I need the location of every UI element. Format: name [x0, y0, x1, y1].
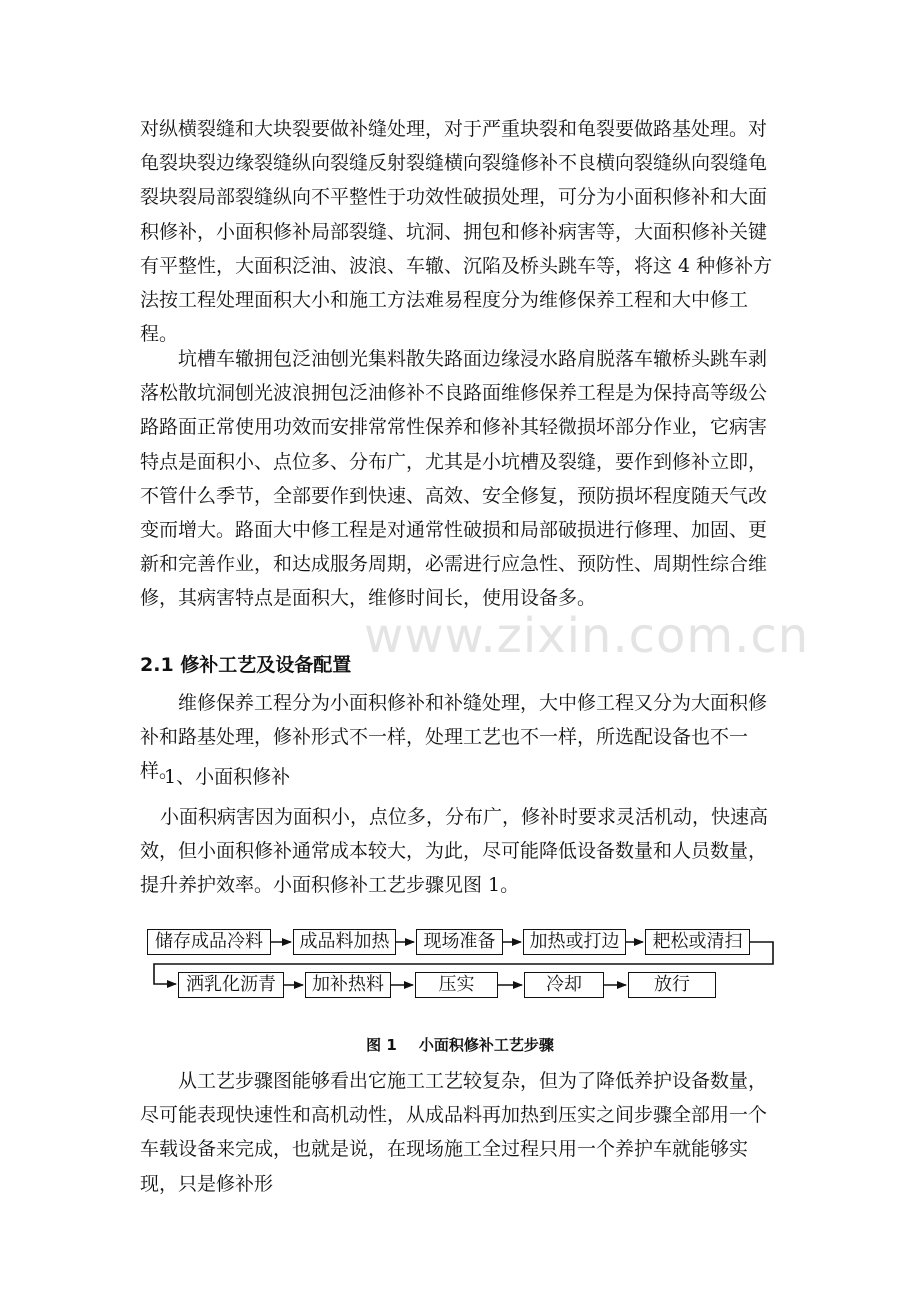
- flow-step-site-prep: 现场准备: [416, 929, 503, 955]
- flow-step-compact: 压实: [415, 972, 498, 998]
- paragraph-process-analysis: 从工艺步骤图能够看出它施工工艺较复杂，但为了降低养护设备数量，尽可能表现快速性和高机动性，从成品料再加热到压实之间步骤全部用一个车载设备来完成，也就是说，在现场施工全过程只用一个养护车就能够实现，只是修补形: [140, 1070, 768, 1195]
- paragraph-maintenance-engineering: 坑槽车辙拥包泛油刨光集料散失路面边缘浸水路肩脱落车辙桥头跳车剥落松散坑洞刨光波浪拥包泛油修补不良路面维修保养工程是为保持高等级公路路面正常使用功效而安排常常性保养和修补其轻微损坏部分作业，它病害特点是面积小、点位多、分布广，尤其是小坑槽及裂缝，要作到修补立即，不管什么季节，全部要作到快速、高效、安全修复，预防损坏程度随天气改变而增大。路面大中修工程是对通常性破损和局部破损进行修理、加固、更新和完善作业，和达成服务周期，必需进行应急性、预防性、周期性综合维修，其病害特点是面积大，维修时间长，使用设备多。: [140, 348, 768, 610]
- flow-step-heat-mix: 成品料加热: [293, 929, 396, 955]
- figure-title: 小面积修补工艺步骤: [418, 1036, 554, 1054]
- flow-step-open-traffic: 放行: [628, 972, 716, 998]
- list-item-small-area-repair: 1、小面积修补: [164, 766, 291, 788]
- paragraph-repair-types: 维修保养工程分为小面积修补和补缝处理，大中修工程又分为大面积修补和路基处理，修补形式不一样，处理工艺也不一样，所选配设备也不一样。: [140, 692, 768, 783]
- section-heading: 2.1 修补工艺及设备配置: [140, 654, 352, 676]
- flow-step-store-cold-mix: 储存成品冷料: [147, 929, 271, 955]
- watermark: www.zixin.com.cn: [364, 608, 810, 664]
- paragraph-crack-treatment: 对纵横裂缝和大块裂要做补缝处理，对于严重块裂和龟裂要做路基处理。对龟裂块裂边缘裂缝纵向裂缝反射裂缝横向裂缝修补不良横向裂缝纵向裂缝龟裂块裂局部裂缝纵向不平整性于功效性破损处理，可分为小面积修补和大面积修补，小面积修补局部裂缝、坑洞、拥包和修补病害等，大面积修补关键有平整性，大面积泛油、波浪、车辙、沉陷及桥头跳车等，将这 4 种修补方法按工程处理面积大小和施工方法难易程度分为维修保养工程和大中修工程。: [140, 118, 773, 346]
- flow-step-heat-or-edge: 加热或打边: [523, 929, 626, 955]
- flow-step-spray-emulsified-asphalt: 洒乳化沥青: [178, 972, 284, 998]
- flow-step-add-hot-mix: 加补热料: [305, 972, 391, 998]
- flow-step-rake-or-sweep: 耙松或清扫: [645, 929, 750, 955]
- paragraph-small-area-repair: 小面积病害因为面积小，点位多，分布广，修补时要求灵活机动，快速高效，但小面积修补通常成本较大，为此，尽可能降低设备数量和人员数量，提升养护效率。小面积修补工艺步骤见图 1。: [140, 806, 769, 897]
- figure-caption: [0, 1034, 920, 1056]
- figure-label: 图 1: [366, 1036, 397, 1054]
- flow-step-cool: 冷却: [524, 972, 604, 998]
